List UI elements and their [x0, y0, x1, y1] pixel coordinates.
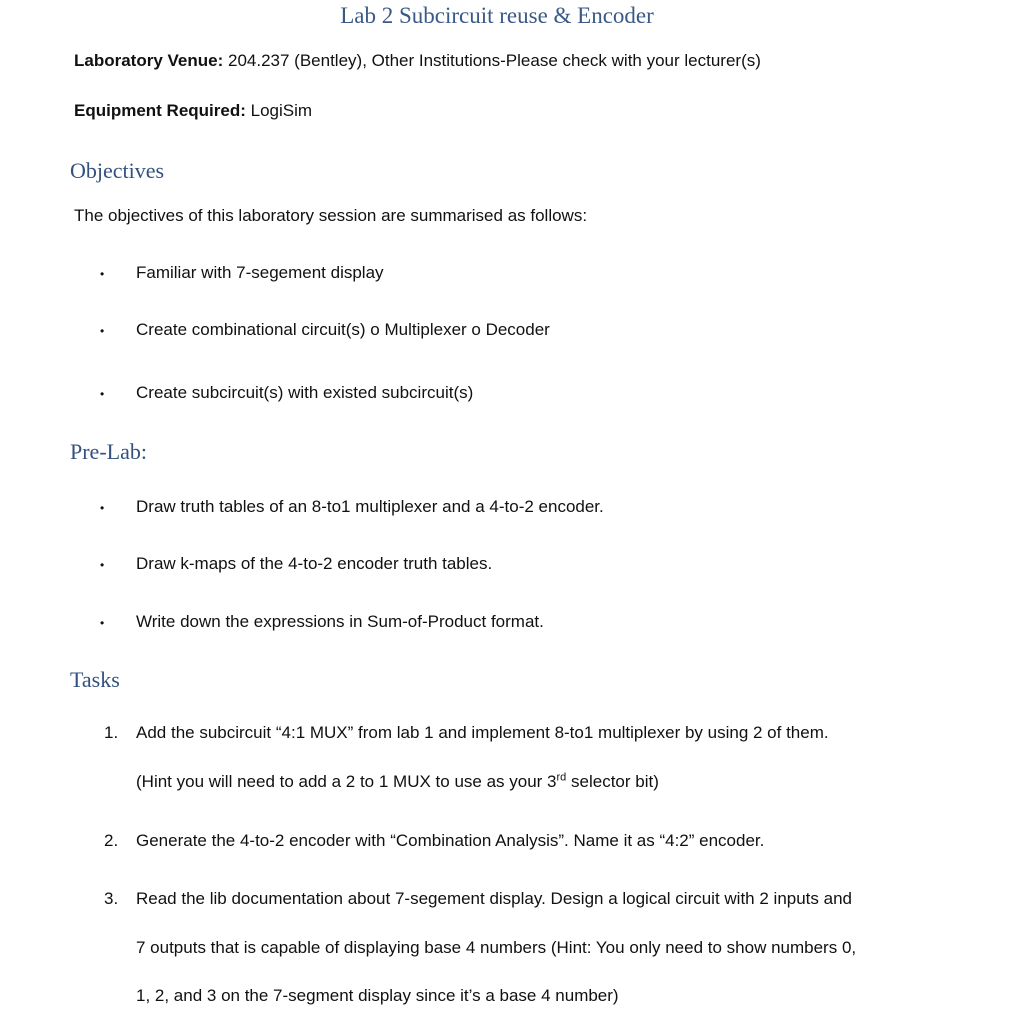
objective-bullet-2: • [100, 324, 105, 338]
task-number-1: 1. [104, 723, 119, 742]
objective-item-1: Familiar with 7-segement display [136, 263, 384, 282]
task-1-hint-tail: selector bit) [566, 772, 659, 791]
equipment-label: Equipment Required: [74, 101, 246, 120]
prelab-bullet-3: • [100, 616, 105, 630]
objective-bullet-3: • [100, 387, 105, 401]
task-1-line-2 [136, 772, 659, 792]
equipment-required [74, 101, 312, 121]
task-1-superscript: rd [556, 771, 567, 784]
task-3-line-2: 7 outputs that is capable of displaying base 4 numbers (Hint: You only need to show numbers 0, [136, 938, 857, 957]
task-3-line-1: Read the lib documentation about 7-segement display. Design a logical circuit with 2 inputs and [136, 889, 852, 908]
task-number-3: 3. [104, 889, 119, 908]
venue-value: 204.237 (Bentley), Other Institutions-Please check with your lecturer(s) [223, 51, 761, 70]
objectives-heading: Objectives [70, 158, 165, 183]
prelab-item-2: Draw k-maps of the 4-to-2 encoder truth tables. [136, 554, 493, 573]
prelab-bullet-1: • [100, 501, 105, 515]
task-number-2: 2. [104, 831, 119, 850]
objective-bullet-1: • [100, 267, 105, 281]
prelab-bullet-2: • [100, 558, 105, 572]
tasks-heading: Tasks [70, 667, 120, 692]
task-2-line-1: Generate the 4-to-2 encoder with “Combination Analysis”. Name it as “4:2” encoder. [136, 831, 765, 850]
venue-label: Laboratory Venue: [74, 51, 224, 70]
objectives-intro: The objectives of this laboratory session are summarised as follows: [74, 206, 588, 225]
equipment-value: LogiSim [245, 101, 313, 120]
task-3-line-3: 1, 2, and 3 on the 7-segment display since it’s a base 4 number) [136, 986, 619, 1005]
prelab-item-3: Write down the expressions in Sum-of-Product format. [136, 612, 544, 631]
objective-item-2: Create combinational circuit(s) o Multiplexer o Decoder [136, 320, 550, 339]
task-1-line-1: Add the subcircuit “4:1 MUX” from lab 1 and implement 8-to1 multiplexer by using 2 of them. [136, 723, 829, 742]
document-title: Lab 2 Subcircuit reuse & Encoder [340, 3, 654, 28]
objective-item-3: Create subcircuit(s) with existed subcircuit(s) [136, 383, 474, 402]
task-1-hint-text: (Hint you will need to add a 2 to 1 MUX to use as your 3 [136, 772, 557, 791]
prelab-heading: Pre-Lab: [70, 439, 147, 464]
laboratory-venue [74, 51, 761, 71]
prelab-item-1: Draw truth tables of an 8-to1 multiplexer and a 4-to-2 encoder. [136, 497, 604, 516]
